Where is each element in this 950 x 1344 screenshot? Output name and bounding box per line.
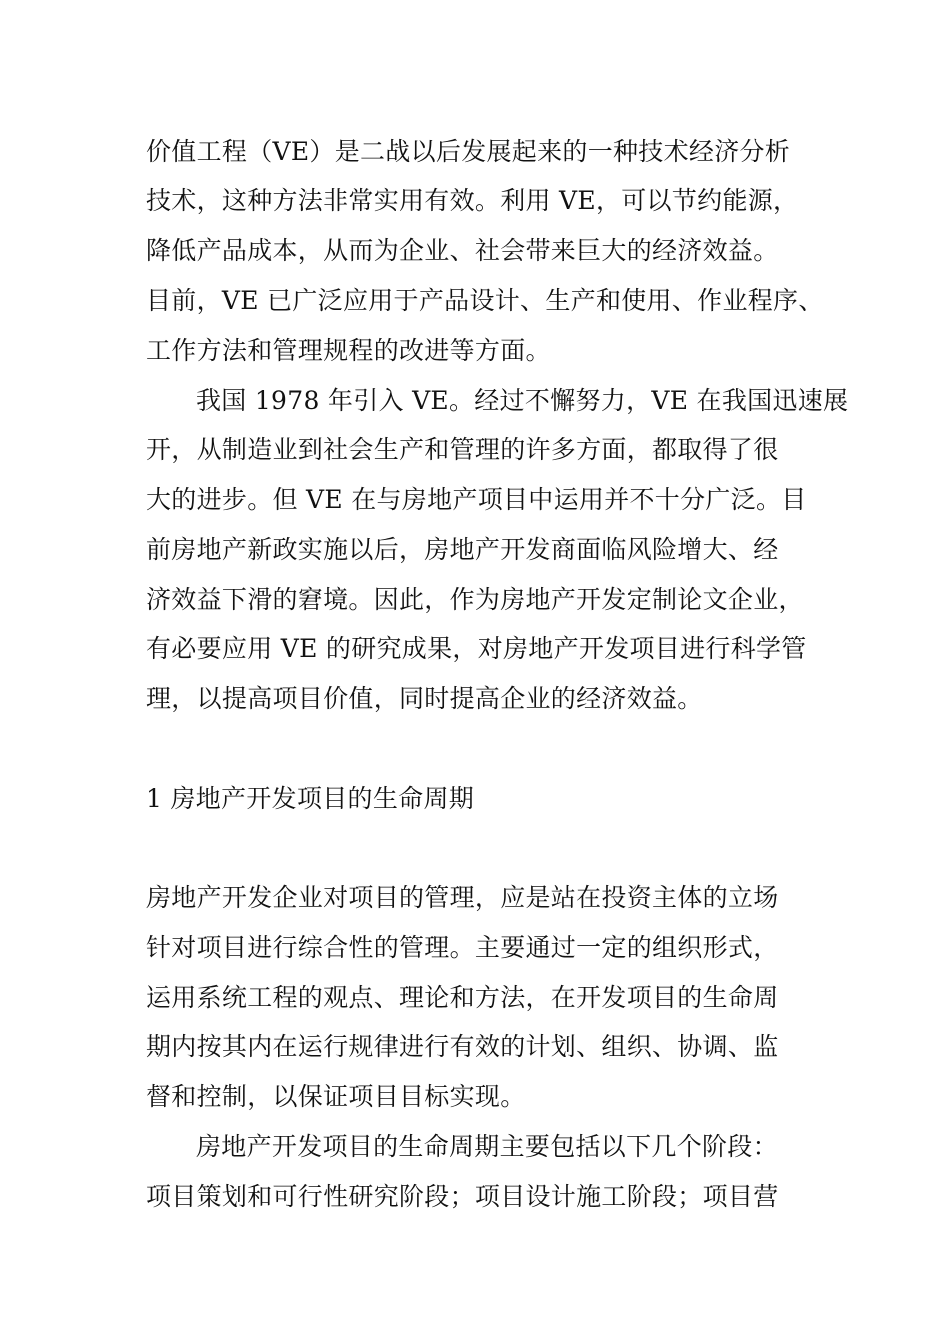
- paragraph-3-line-4: 期内按其内在运行规律进行有效的计划、组织、协调、监: [146, 1032, 779, 1061]
- paragraph-1-line-2: 技术，这种方法非常实用有效。利用 VE，可以节约能源，: [146, 186, 799, 215]
- paragraph-2-line-7: 理，以提高项目价值，同时提高企业的经济效益。: [146, 684, 703, 713]
- paragraph-2-line-3: 大的进步。但 VE 在与房地产项目中运用并不十分广泛。目: [146, 485, 807, 514]
- paragraph-2-line-1: 我国 1978 年引入 VE。经过不懈努力，VE 在我国迅速展: [196, 386, 849, 415]
- paragraph-2-line-5: 济效益下滑的窘境。因此，作为房地产开发定制论文企业，: [146, 585, 804, 614]
- paragraph-2-line-4: 前房地产新政实施以后，房地产开发商面临风险增大、经: [146, 535, 779, 564]
- paragraph-4-line-1: 房地产开发项目的生命周期主要包括以下几个阶段：: [196, 1132, 778, 1161]
- paragraph-2-line-6: 有必要应用 VE 的研究成果，对房地产开发项目进行科学管: [146, 634, 807, 663]
- paragraph-1-line-4: 目前，VE 已广泛应用于产品设计、生产和使用、作业程序、: [146, 286, 824, 315]
- paragraph-4-line-2: 项目策划和可行性研究阶段；项目设计施工阶段；项目营: [146, 1182, 779, 1211]
- paragraph-3-line-3: 运用系统工程的观点、理论和方法，在开发项目的生命周: [146, 983, 779, 1012]
- paragraph-1-line-5: 工作方法和管理规程的改进等方面。: [146, 336, 551, 365]
- paragraph-1-line-3: 降低产品成本，从而为企业、社会带来巨大的经济效益。: [146, 236, 779, 265]
- paragraph-3-line-2: 针对项目进行综合性的管理。主要通过一定的组织形式，: [146, 933, 779, 962]
- paragraph-3-line-5: 督和控制，以保证项目目标实现。: [146, 1082, 526, 1111]
- paragraph-3-line-1: 房地产开发企业对项目的管理，应是站在投资主体的立场: [146, 883, 779, 912]
- paragraph-2-line-2: 开，从制造业到社会生产和管理的许多方面，都取得了很: [146, 435, 779, 464]
- section-heading: 1 房地产开发项目的生命周期: [146, 784, 475, 813]
- paragraph-1-line-1: 价值工程（VE）是二战以后发展起来的一种技术经济分析: [146, 137, 791, 166]
